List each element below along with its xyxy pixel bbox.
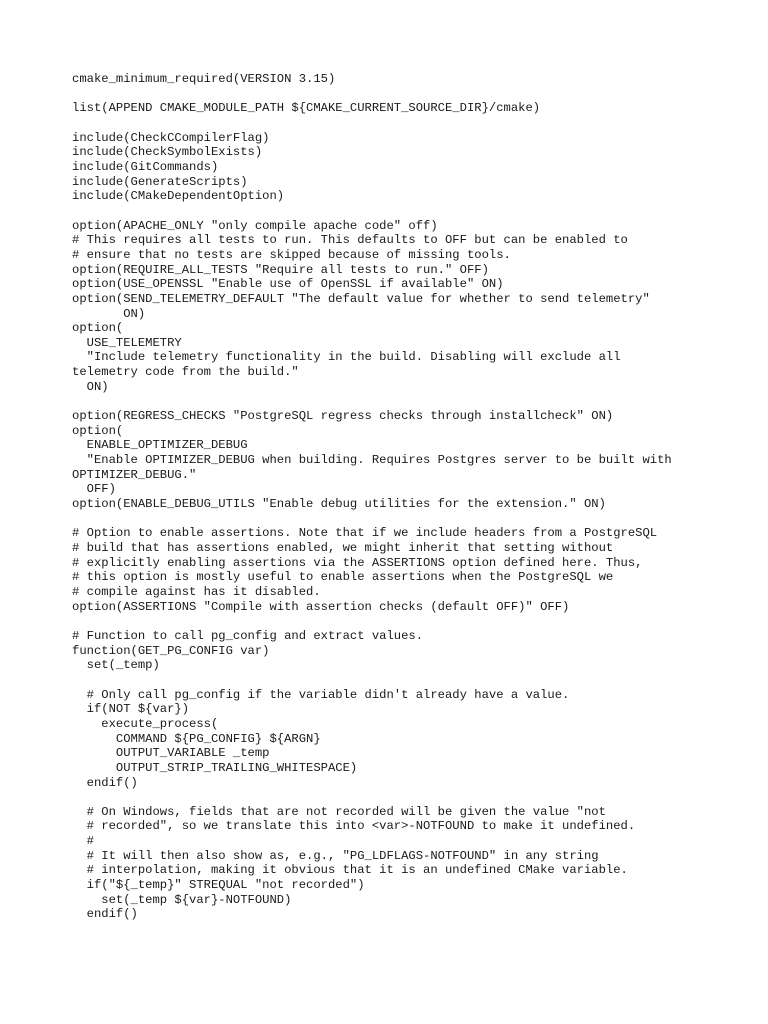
code-line: # Only call pg_config if the variable didn't already have a value. [72, 687, 570, 702]
code-line: option(REGRESS_CHECKS "PostgreSQL regress checks through installcheck" ON) [72, 409, 614, 424]
code-line [72, 790, 762, 805]
code-line: include(CheckSymbolExists) [72, 145, 263, 160]
code-line: if(NOT ${var}) [72, 702, 190, 717]
code-line [72, 204, 762, 219]
code-line: include(CheckCCompilerFlag) [72, 130, 270, 145]
code-line: # this option is mostly useful to enable assertions when the PostgreSQL we [72, 570, 614, 585]
code-line [72, 116, 762, 131]
code-line: option(ASSERTIONS "Compile with assertion checks (default OFF)" OFF) [72, 599, 570, 614]
code-line: # [72, 834, 94, 849]
code-line: # On Windows, fields that are not recorded will be given the value "not [72, 804, 606, 819]
code-line [72, 673, 762, 688]
code-line: OUTPUT_VARIABLE _temp [72, 746, 270, 761]
code-line [72, 87, 762, 102]
code-line: telemetry code from the build." [72, 365, 299, 380]
code-line: ENABLE_OPTIMIZER_DEBUG [72, 438, 248, 453]
code-line: OUTPUT_STRIP_TRAILING_WHITESPACE) [72, 760, 358, 775]
code-line: option(USE_OPENSSL "Enable use of OpenSSL if available" ON) [72, 277, 504, 292]
code-line: set(_temp) [72, 658, 160, 673]
code-line [72, 394, 762, 409]
code-line: # ensure that no tests are skipped because of missing tools. [72, 247, 511, 262]
code-line: option(SEND_TELEMETRY_DEFAULT "The default value for whether to send telemetry" [72, 291, 650, 306]
code-line: # compile against has it disabled. [72, 584, 321, 599]
code-line: COMMAND ${PG_CONFIG} ${ARGN} [72, 731, 321, 746]
code-line: option(APACHE_ONLY "only compile apache code" off) [72, 218, 438, 233]
code-line: execute_process( [72, 716, 219, 731]
code-line [72, 614, 762, 629]
code-line: endif() [72, 907, 138, 922]
code-line: set(_temp ${var}-NOTFOUND) [72, 892, 292, 907]
code-line: if("${_temp}" STREQUAL "not recorded") [72, 878, 365, 893]
code-line: OFF) [72, 482, 116, 497]
code-line: USE_TELEMETRY [72, 335, 182, 350]
code-line: # Function to call pg_config and extract values. [72, 628, 424, 643]
code-line: "Include telemetry functionality in the build. Disabling will exclude all [72, 350, 621, 365]
code-line: # Option to enable assertions. Note that if we include headers from a PostgreSQL [72, 526, 658, 541]
code-line: endif() [72, 775, 138, 790]
code-line: "Enable OPTIMIZER_DEBUG when building. Requires Postgres server to be built with [72, 453, 672, 468]
code-listing [72, 72, 762, 922]
code-line: # explicitly enabling assertions via the ASSERTIONS option defined here. Thus, [72, 555, 643, 570]
code-line: option( [72, 423, 124, 438]
code-line: ON) [72, 379, 109, 394]
code-line: option(ENABLE_DEBUG_UTILS "Enable debug utilities for the extension." ON) [72, 497, 606, 512]
code-line: # It will then also show as, e.g., "PG_LDFLAGS-NOTFOUND" in any string [72, 848, 599, 863]
code-line: cmake_minimum_required(VERSION 3.15) [72, 72, 336, 86]
code-line: include(CMakeDependentOption) [72, 189, 285, 204]
code-line [72, 512, 762, 527]
code-line: # recorded", so we translate this into <var>-NOTFOUND to make it undefined. [72, 819, 636, 834]
code-line: # interpolation, making it obvious that it is an undefined CMake variable. [72, 863, 628, 878]
code-line: # This requires all tests to run. This defaults to OFF but can be enabled to [72, 233, 628, 248]
code-line: list(APPEND CMAKE_MODULE_PATH ${CMAKE_CURRENT_SOURCE_DIR}/cmake) [72, 101, 541, 116]
code-line: # build that has assertions enabled, we might inherit that setting without [72, 541, 614, 555]
code-line: option( [72, 321, 124, 336]
code-line: include(GenerateScripts) [72, 174, 248, 189]
code-line: function(GET_PG_CONFIG var) [72, 643, 270, 658]
code-line: include(GitCommands) [72, 159, 219, 174]
code-line: option(REQUIRE_ALL_TESTS "Require all tests to run." OFF) [72, 262, 489, 277]
code-line: ON) [72, 306, 146, 321]
code-line: OPTIMIZER_DEBUG." [72, 467, 197, 482]
